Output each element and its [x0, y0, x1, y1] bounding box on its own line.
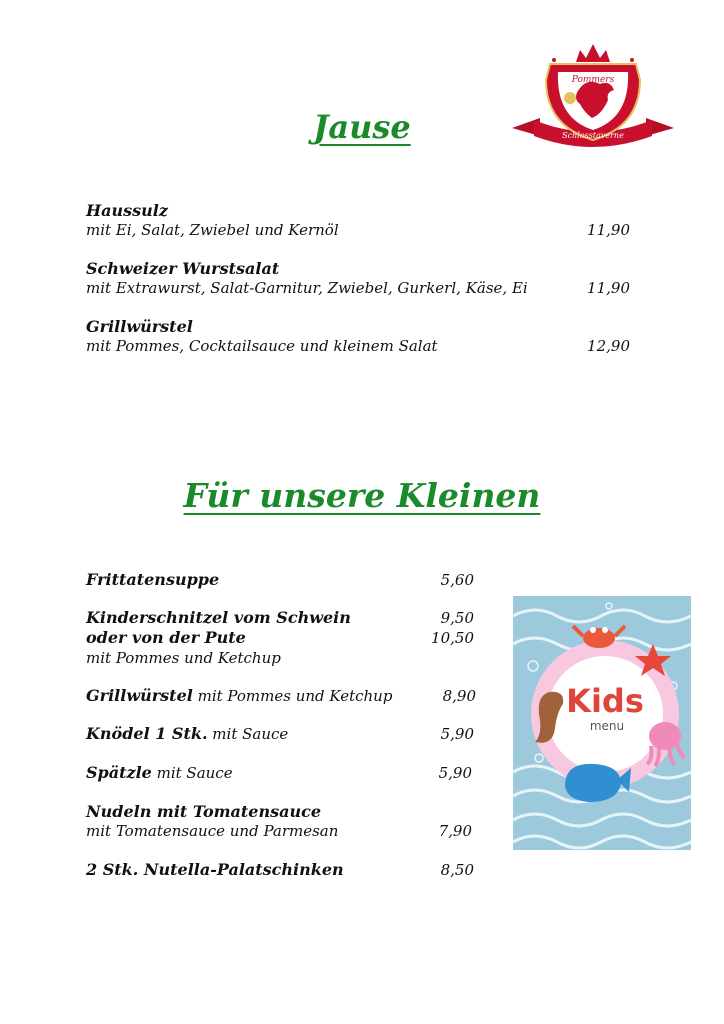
- menu-item-name-text: Spätzle: [86, 763, 152, 782]
- menu-item-desc: mit Ei, Salat, Zwiebel und Kernöl: [86, 221, 339, 239]
- logo-bottom-text: Schlosstaverne: [562, 131, 624, 140]
- menu-item-inline-desc: mit Sauce: [207, 725, 289, 743]
- menu-item-price: 12,90: [587, 337, 630, 355]
- menu-item-desc: mit Extrawurst, Salat-Garnitur, Zwiebel, Gurkerl, Käse, Ei: [86, 279, 528, 297]
- menu-item-name: 2 Stk. Nutella-Palatschinken: [86, 860, 344, 879]
- menu-item-desc: mit Pommes, Cocktailsauce und kleinem Salat: [86, 337, 438, 355]
- menu-item-name-alt: oder von der Pute: [86, 628, 246, 647]
- menu-item-inline-desc: mit Sauce: [151, 764, 233, 782]
- menu-item-name: [86, 686, 392, 706]
- menu-item-name: [86, 724, 288, 744]
- section-title-jause: Jause: [313, 108, 411, 146]
- menu-item-name: Kinderschnitzel vom Schwein: [86, 608, 351, 627]
- menu-item-name: Grillwürstel: [86, 317, 193, 336]
- menu-item-name-text: Grillwürstel: [86, 686, 193, 705]
- menu-item-price: 8,50: [440, 861, 474, 879]
- menu-item-name: Nudeln mit Tomatensauce: [86, 802, 322, 821]
- menu-item-price: 11,90: [587, 221, 630, 239]
- menu-item-price: 11,90: [587, 279, 630, 297]
- menu-item-price: 7,90: [438, 822, 472, 840]
- menu-item-name: [86, 763, 233, 783]
- menu-item-desc: mit Tomatensauce und Parmesan: [86, 822, 339, 840]
- logo-top-text: Pommers: [571, 75, 615, 85]
- menu-item-price: 5,60: [440, 571, 474, 589]
- menu-word: menu: [589, 719, 625, 733]
- menu-item-name-text: Knödel 1 Stk.: [86, 724, 208, 743]
- menu-item-name: Haussulz: [86, 201, 168, 220]
- menu-item-inline-desc: mit Pommes und Ketchup: [192, 687, 393, 705]
- menu-item-price: 5,90: [440, 725, 474, 743]
- section-title-kids: Für unsere Kleinen: [183, 476, 541, 515]
- kids-menu-image: [513, 596, 691, 850]
- menu-item-name: Frittatensuppe: [86, 570, 220, 589]
- menu-item-desc: mit Pommes und Ketchup: [86, 649, 281, 667]
- menu-item-price: 9,50: [440, 609, 474, 627]
- menu-item-price: 5,90: [438, 764, 472, 782]
- menu-item-price-alt: 10,50: [431, 629, 474, 647]
- menu-item-price: 8,90: [442, 687, 476, 705]
- kids-word: Kids: [566, 682, 644, 720]
- menu-item-name: Schweizer Wurstsalat: [86, 259, 280, 278]
